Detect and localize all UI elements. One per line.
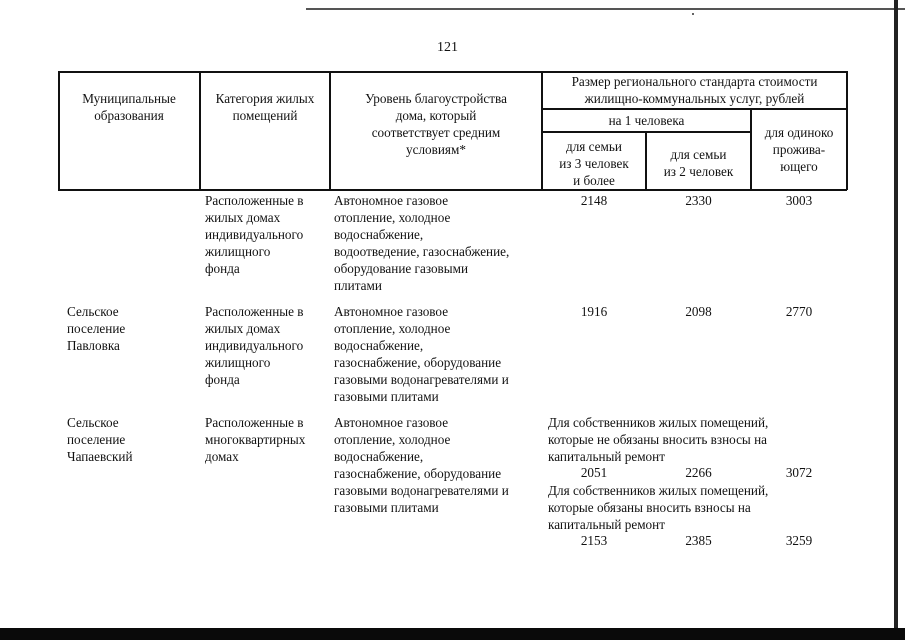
value-single: 3072: [785, 465, 813, 480]
scan-speck: [692, 13, 694, 15]
value-family-2: 2098: [685, 304, 712, 319]
value-family-2: 2330: [685, 193, 712, 208]
value-family-3: 1916: [580, 304, 608, 319]
value-single: 2770: [785, 304, 813, 319]
value-family-3: 2051: [580, 465, 608, 480]
scan-bottom-edge: [0, 628, 905, 640]
value-family-3: 2153: [580, 533, 608, 548]
scan-right-edge: [894, 0, 898, 640]
page-number: 121: [437, 40, 458, 55]
scan-top-rule: [306, 8, 905, 10]
value-family-2: 2385: [685, 533, 712, 548]
value-single: 3003: [785, 193, 813, 208]
value-single: 3259: [785, 533, 813, 548]
value-family-3: 2148: [580, 193, 608, 208]
header-per-person: на 1 человека: [608, 113, 685, 128]
value-family-2: 2266: [685, 465, 712, 480]
